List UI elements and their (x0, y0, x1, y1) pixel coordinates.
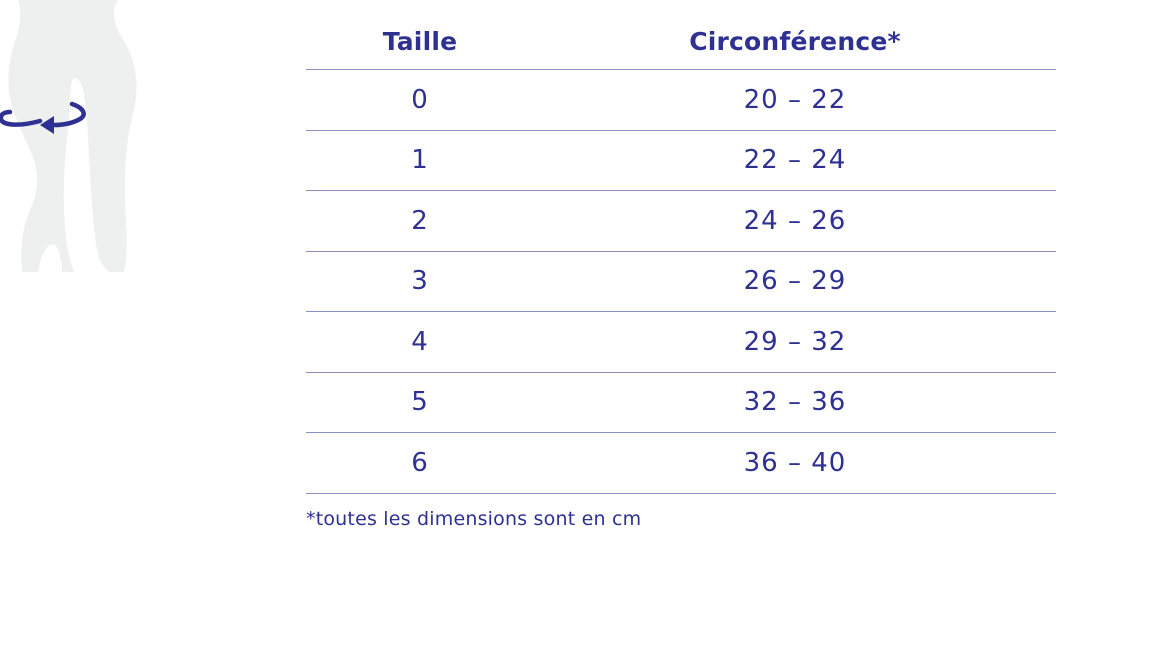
units-footnote: *toutes les dimensions sont en cm (306, 508, 642, 530)
size-cell: 3 (411, 266, 429, 297)
table-row (306, 252, 1056, 313)
size-cell: 5 (411, 387, 429, 418)
circumference-cell: 20 – 22 (743, 84, 847, 115)
size-cell: 1 (411, 145, 429, 176)
circumference-cell: 24 – 26 (743, 205, 847, 236)
circumference-cell: 29 – 32 (743, 326, 847, 357)
table-row (306, 373, 1056, 434)
circumference-cell: 36 – 40 (743, 447, 847, 478)
size-cell: 4 (411, 326, 429, 357)
body-silhouette-figure (0, 0, 150, 280)
table-row (306, 70, 1056, 131)
circumference-cell: 22 – 24 (743, 145, 847, 176)
table-row (306, 191, 1056, 252)
table-header-row (306, 14, 1056, 70)
size-table (306, 14, 1056, 494)
circumference-column-header: Circonférence* (689, 27, 901, 56)
circumference-cell: 26 – 29 (743, 266, 847, 297)
size-cell: 2 (411, 205, 429, 236)
size-column-header: Taille (382, 27, 458, 56)
table-row (306, 312, 1056, 373)
size-cell: 0 (411, 84, 429, 115)
table-row (306, 131, 1056, 192)
body-silhouette-icon (0, 0, 150, 280)
size-cell: 6 (411, 447, 429, 478)
circumference-cell: 32 – 36 (743, 387, 847, 418)
table-row (306, 433, 1056, 494)
